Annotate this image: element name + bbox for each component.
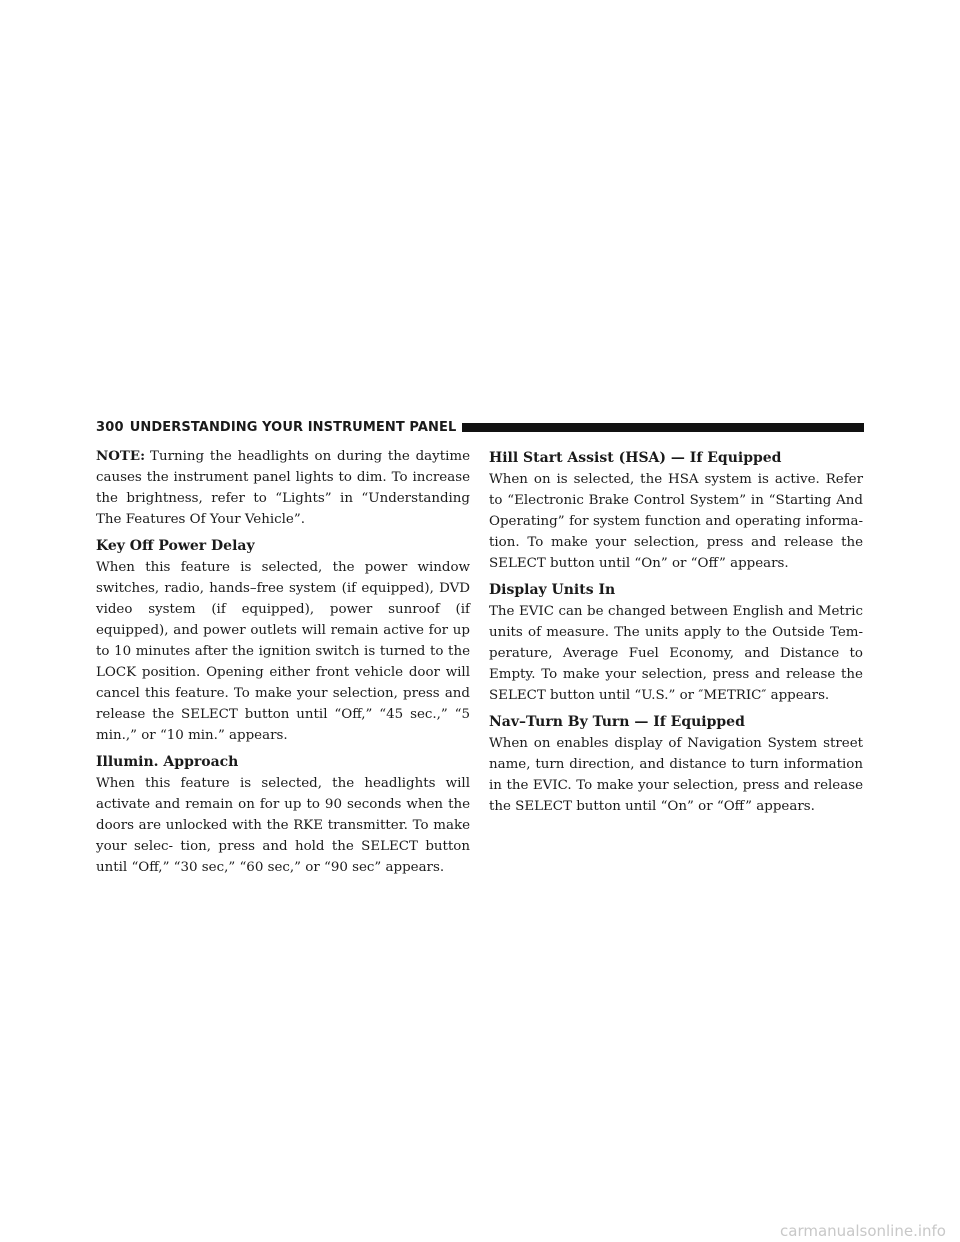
heading-display-units: Display Units In	[489, 582, 616, 598]
note-paragraph	[96, 446, 470, 530]
body-key-off-power-delay: When this feature is selected, the power window switches, radio, hands–free system (if equipped), DVD video system (if equipped), power sunroof (if equipped), and power outlets will remain active for up to 10 minutes after the ignition switch is turned to the LOCK position. Opening either front vehicle door will cancel this feature. To make your selection, press and release the SELECT button until “Off,” “45 sec.,” “5 min.,” or “10 min.” appears.	[96, 560, 470, 743]
page-header	[96, 416, 864, 438]
right-column	[489, 446, 863, 823]
note-text: Turning the headlights on during the daytime causes the instrument panel lights to dim. To increase the brightness, refer to “Lights” in “Understanding The Features Of Your Vehicle”.	[96, 449, 470, 527]
heading-illumin-approach: Illumin. Approach	[96, 754, 239, 770]
left-column	[96, 446, 470, 884]
heading-hill-start-assist: Hill Start Assist (HSA) — If Equipped	[489, 450, 782, 466]
note-label: NOTE:	[96, 448, 146, 464]
page-number: 300	[96, 419, 124, 435]
watermark-link[interactable]: carmanualsonline.info	[780, 1222, 946, 1240]
body-display-units: The EVIC can be changed between English and Metric units of measure. The units apply to the Outside Tem- perature, Average Fuel Economy, and Distance to Empty. To make your selection, press and release the SELECT button until “U.S.” or ″METRIC″ appears.	[489, 604, 863, 703]
body-nav-turn-by-turn: When on enables display of Navigation System street name, turn direction, and distance to turn information in the EVIC. To make your selection, press and release the SELECT button until “On” or “Off” appears.	[489, 736, 863, 814]
heading-key-off-power-delay: Key Off Power Delay	[96, 538, 255, 554]
header-rule	[462, 423, 864, 432]
heading-nav-turn-by-turn: Nav–Turn By Turn — If Equipped	[489, 714, 745, 730]
body-illumin-approach: When this feature is selected, the headlights will activate and remain on for up to 90 seconds when the doors are unlocked with the RKE transmitter. To make your selec- tion, press and hold the SELECT button until “Off,” “30 sec,” “60 sec,” or “90 sec” appears.	[96, 776, 470, 875]
section-title: UNDERSTANDING YOUR INSTRUMENT PANEL	[129, 419, 457, 435]
body-hill-start-assist: When on is selected, the HSA system is active. Refer to “Electronic Brake Control System” in “Starting And Operating” for system function and operating informa- tion. To make your selection, press and release the SELECT button until “On” or “Off” appears.	[489, 472, 863, 571]
